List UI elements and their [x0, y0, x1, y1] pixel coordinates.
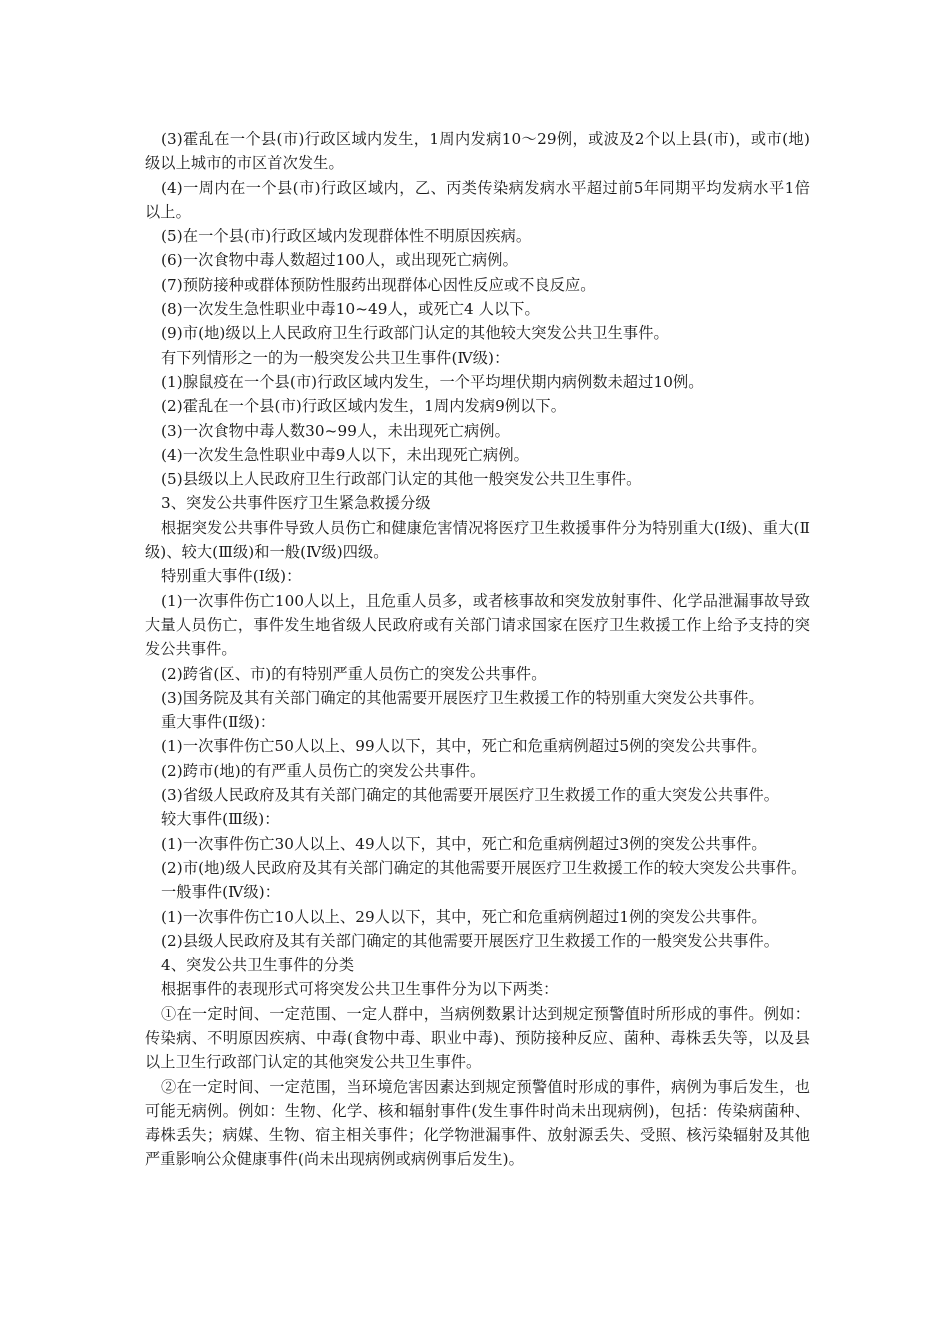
paragraph: (3)国务院及其有关部门确定的其他需要开展医疗卫生救援工作的特别重大突发公共事件。 [161, 688, 764, 707]
paragraph: (3)霍乱在一个县(市)行政区域内发生，1周内发病10～29例，或波及2个以上县(市)，或市(地)级以上城市的市区首次发生。 [145, 130, 810, 173]
paragraph: (2)跨省(区、市)的有特别严重人员伤亡的突发公共事件。 [161, 664, 547, 683]
paragraph: (4)一次发生急性职业中毒9人以下，未出现死亡病例。 [161, 445, 529, 464]
paragraph: ②在一定时间、一定范围，当环境危害因素达到规定预警值时形成的事件，病例为事后发生，也可能无病例。例如：生物、化学、核和辐射事件(发生事件时尚未出现病例)，包括：传染病菌种、毒株丢失；病媒、生物、宿主相关事件；化学物泄漏事件、放射源丢失、受照、核污染辐射及其他严重影响公众健康事件(尚未出现病例或病例事后发生)。 [145, 1077, 811, 1169]
paragraph: (1)一次事件伤亡30人以上、49人以下，其中，死亡和危重病例超过3例的突发公共事件。 [161, 834, 767, 853]
paragraph: 根据突发公共事件导致人员伤亡和健康危害情况将医疗卫生救援事件分为特别重大(Ⅰ级)、重大(Ⅱ级)、较大(Ⅲ级)和一般(Ⅳ级)四级。 [145, 518, 810, 562]
paragraph: (2)霍乱在一个县(市)行政区域内发生，1周内发病9例以下。 [161, 397, 567, 416]
document-body [145, 127, 810, 1172]
section-heading: 3、突发公共事件医疗卫生紧急救援分级 [161, 494, 431, 513]
paragraph: (5)县级以上人民政府卫生行政部门认定的其他一般突发公共卫生事件。 [161, 470, 642, 489]
paragraph: 根据事件的表现形式可将突发公共卫生事件分为以下两类： [161, 980, 559, 999]
paragraph: (4)一周内在一个县(市)行政区域内，乙、丙类传染病发病水平超过前5年同期平均发病水平1倍以上。 [145, 178, 810, 221]
subsection-heading: 特别重大事件(Ⅰ级)： [161, 567, 302, 586]
paragraph: ①在一定时间、一定范围、一定人群中，当病例数累计达到规定预警值时所形成的事件。例如：传染病、不明原因疾病、中毒(食物中毒、职业中毒)、预防接种反应、菌种、毒株丢失等，以及县以上卫生行政部门认定的其他突发公共卫生事件。 [145, 1004, 810, 1072]
paragraph: (2)跨市(地)的有严重人员伤亡的突发公共事件。 [161, 761, 486, 780]
paragraph: (9)市(地)级以上人民政府卫生行政部门认定的其他较大突发公共卫生事件。 [161, 324, 669, 343]
paragraph: (6)一次食物中毒人数超过100人，或出现死亡病例。 [161, 251, 518, 270]
paragraph: (3)一次食物中毒人数30~99人，未出现死亡病例。 [161, 421, 510, 440]
section-lead: 有下列情形之一的为一般突发公共卫生事件(Ⅳ级)： [161, 348, 510, 367]
paragraph: (1)一次事件伤亡100人以上，且危重人员多，或者核事故和突发放射事件、化学品泄漏事故导致大量人员伤亡，事件发生地省级人民政府或有关部门请求国家在医疗卫生救援工作上给予支持的突发公共事件。 [145, 591, 810, 659]
paragraph: (7)预防接种或群体预防性服药出现群体心因性反应或不良反应。 [161, 275, 596, 294]
subsection-heading: 重大事件(Ⅱ级)： [161, 713, 276, 732]
subsection-heading: 较大事件(Ⅲ级)： [161, 810, 280, 829]
section-heading: 4、突发公共卫生事件的分类 [161, 956, 355, 975]
paragraph: (8)一次发生急性职业中毒10~49人，或死亡4 人以下。 [161, 300, 540, 319]
paragraph: (2)县级人民政府及其有关部门确定的其他需要开展医疗卫生救援工作的一般突发公共事件。 [161, 931, 780, 950]
paragraph: (1)一次事件伤亡50人以上、99人以下，其中，死亡和危重病例超过5例的突发公共事件。 [161, 737, 767, 756]
paragraph: (2)市(地)级人民政府及其有关部门确定的其他需要开展医疗卫生救援工作的较大突发公共事件。 [161, 858, 807, 877]
subsection-heading: 一般事件(Ⅳ级)： [161, 883, 281, 902]
paragraph: (1)一次事件伤亡10人以上、29人以下，其中，死亡和危重病例超过1例的突发公共事件。 [161, 907, 767, 926]
paragraph: (1)腺鼠疫在一个县(市)行政区域内发生，一个平均埋伏期内病例数未超过10例。 [161, 372, 704, 391]
paragraph: (5)在一个县(市)行政区域内发现群体性不明原因疾病。 [161, 227, 532, 246]
paragraph: (3)省级人民政府及其有关部门确定的其他需要开展医疗卫生救援工作的重大突发公共事件。 [161, 786, 780, 805]
